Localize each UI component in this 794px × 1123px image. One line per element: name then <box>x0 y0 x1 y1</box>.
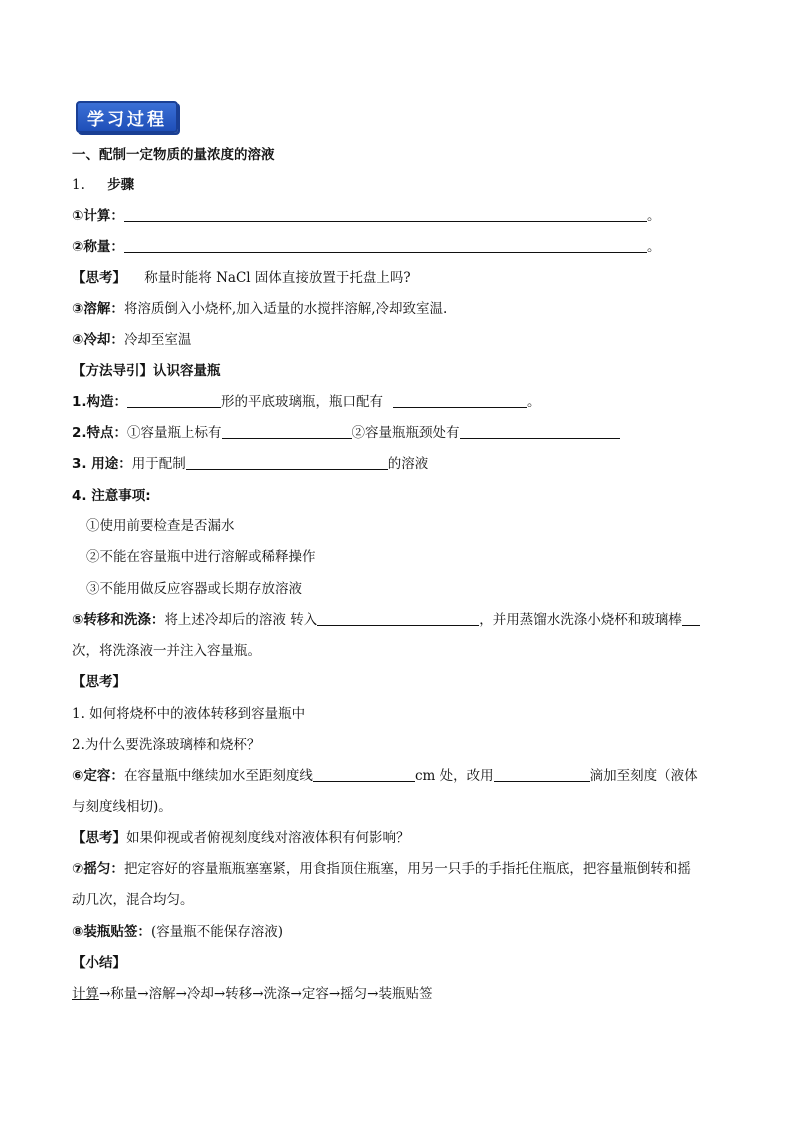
think1-tag: 【思考】 <box>72 270 126 286</box>
weigh-end: 。 <box>646 239 661 255</box>
think3-text: 如果仰视或者俯视刻度线对溶液体积有何影响？ <box>126 830 410 846</box>
summary-first: 计算 <box>72 986 99 1002</box>
weigh-label: ②称量： <box>72 239 124 255</box>
shake-text-a: 把定容好的容量瓶瓶塞塞紧，用食指顶住瓶塞，用另一只手的手指托住瓶底，把容量瓶倒转和摇 <box>123 861 691 877</box>
steps-heading-text: 步骤 <box>107 177 135 193</box>
use-line <box>72 455 428 473</box>
shake-line <box>72 860 691 878</box>
think3-line <box>72 829 410 847</box>
use-a: 用于配制 <box>131 456 186 472</box>
label-step-line <box>72 923 283 941</box>
think2-q2: 2.为什么要洗涤玻璃棒和烧杯？ <box>72 737 261 753</box>
think2-q1: 1. 如何将烧杯中的液体转移到容量瓶中 <box>72 706 306 722</box>
note-3: ③不能用做反应容器或长期存放溶液 <box>86 581 302 597</box>
notes-label: 4. 注意事项: <box>72 488 151 504</box>
struct-blank-2[interactable] <box>393 393 527 408</box>
feature-a: ①容量瓶上标有 <box>127 425 222 441</box>
volume-text-b: cm 处，改用 <box>414 768 494 784</box>
struct-blank-1[interactable] <box>127 393 221 408</box>
transfer-label: ⑤转移和洗涤： <box>72 612 165 628</box>
calc-blank[interactable] <box>124 207 647 222</box>
summary-line <box>72 985 433 1003</box>
volume-text-c: 滴加至刻度（液体 <box>589 768 698 784</box>
think2-tag: 【思考】 <box>72 674 126 690</box>
method-tag: 【方法导引】认识容量瓶 <box>72 363 221 379</box>
think1-text: 称量时能将 NaCl 固体直接放置于托盘上吗? <box>144 270 411 286</box>
cool-label: ④冷却： <box>72 332 124 348</box>
label-step-text: (容量瓶不能保存溶液) <box>150 924 283 940</box>
cool-line <box>72 331 191 349</box>
summary-rest: →称量→溶解→冷却→转移→洗涤→定容→摇匀→装瓶贴签 <box>99 986 433 1002</box>
feature-label: 2.特点： <box>72 425 128 441</box>
note-1: ①使用前要检查是否漏水 <box>86 518 235 534</box>
feature-blank-1[interactable] <box>222 424 352 439</box>
calc-label: ①计算： <box>72 208 124 224</box>
shake-text-b: 动几次，混合均匀。 <box>72 892 194 908</box>
weigh-blank[interactable] <box>124 238 647 253</box>
struct-end: 。 <box>527 394 541 410</box>
struct-mid: 形的平底玻璃瓶，瓶口配有 <box>221 394 384 410</box>
transfer-text-c: 次，将洗涤液一并注入容量瓶。 <box>72 643 261 659</box>
cool-text: 冷却至室温 <box>123 332 192 348</box>
transfer-line <box>72 611 700 629</box>
transfer-blank-2[interactable] <box>682 611 700 626</box>
think1-line <box>72 269 411 287</box>
think3-tag: 【思考】 <box>72 830 126 846</box>
calc-end: 。 <box>646 208 661 224</box>
volume-text-a: 在容量瓶中继续加水至距刻度线 <box>123 768 313 784</box>
transfer-text-b: ，并用蒸馏水洗涤小烧杯和玻璃棒 <box>479 612 682 628</box>
label-step-label: ⑧装瓶贴签： <box>72 924 151 940</box>
note-2: ②不能在容量瓶中进行溶解或稀释操作 <box>86 549 316 565</box>
struct-line <box>72 393 541 411</box>
dissolve-label: ③溶解： <box>72 301 124 317</box>
transfer-blank-1[interactable] <box>317 611 479 626</box>
feature-b: ②容量瓶瓶颈处有 <box>351 425 460 441</box>
volume-label: ⑥定容： <box>72 768 124 784</box>
section-badge: 学习过程 <box>76 101 178 133</box>
steps-heading <box>72 176 134 194</box>
volume-line <box>72 767 698 785</box>
calc-line <box>72 207 660 225</box>
use-label: 3. 用途： <box>72 456 132 472</box>
volume-blank-2[interactable] <box>494 767 590 782</box>
volume-blank-1[interactable] <box>313 767 415 782</box>
struct-label: 1.构造： <box>72 394 128 410</box>
weigh-line <box>72 238 660 256</box>
feature-blank-2[interactable] <box>460 424 620 439</box>
dissolve-line <box>72 300 447 318</box>
feature-line <box>72 424 620 442</box>
shake-label: ⑦摇匀： <box>72 861 124 877</box>
use-blank[interactable] <box>186 455 388 470</box>
steps-heading-num: 1. <box>72 177 85 193</box>
use-b: 的溶液 <box>387 456 429 472</box>
transfer-text-a: 将上述冷却后的溶液 转入 <box>164 612 318 628</box>
summary-tag: 【小结】 <box>72 955 126 971</box>
dissolve-text: 将溶质倒入小烧杯,加入适量的水搅拌溶解,冷却致室温. <box>123 301 448 317</box>
section-title: 一、配制一定物质的量浓度的溶液 <box>72 147 275 163</box>
volume-text-d: 与刻度线相切)。 <box>72 799 172 815</box>
